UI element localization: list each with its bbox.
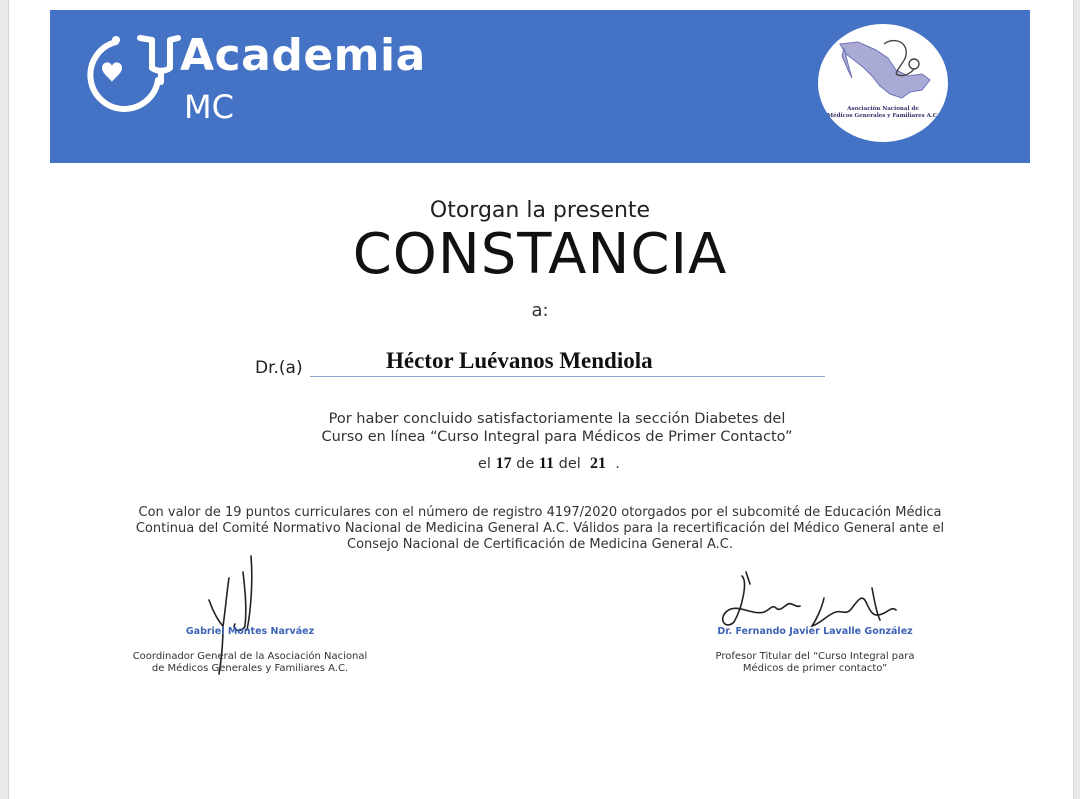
date-year: 21 — [590, 455, 607, 472]
to-label: a: — [531, 300, 549, 321]
seal-text: Asociación Nacional de Médicos Generales y Familiares A.C. — [826, 106, 940, 119]
left-signatory — [105, 626, 395, 675]
honorific-label: Dr.(a) — [255, 358, 303, 378]
logo-title: Academia — [180, 30, 426, 81]
left-signatory-role: Coordinador General de la Asociación Nacional de Médicos Generales y Familiares A.C. — [132, 651, 368, 674]
association-seal — [818, 24, 948, 142]
mexico-map-seal-icon — [818, 24, 948, 142]
completion-date: el 17 de 11 del 21 . — [478, 455, 620, 472]
logo-subtitle: MC — [184, 88, 234, 126]
right-signatory — [690, 626, 940, 675]
date-month: 11 — [538, 455, 555, 472]
left-signatory-name: Gabriel Montes Narváez — [185, 626, 315, 637]
stethoscope-heart-icon — [78, 28, 188, 118]
credits-statement: Con valor de 19 puntos curriculares con el número de registro 4197/2020 otorgados por el subcomité de Educación Médica Continua del Comité Normativo Nacional de Medicina General A.C. Válidos para la recertificación del Médico General ante el Consejo Nacional de Certificación de Medicina General A.C. — [135, 505, 945, 552]
right-signatory-role: Profesor Titular del “Curso Integral para Médicos de primer contacto” — [715, 651, 915, 674]
right-signatory-name: Dr. Fernando Javier Lavalle González — [717, 626, 913, 637]
date-day: 17 — [495, 455, 512, 472]
recipient-name: Héctor Luévanos Mendiola — [386, 348, 653, 373]
certificate-title: CONSTANCIA — [352, 222, 728, 287]
certificate-intro: Otorgan la presente — [429, 198, 651, 223]
completion-statement: Por haber concluido satisfactoriamente la sección Diabetes del Curso en línea “Curso Integral para Médicos de Primer Contacto” — [321, 411, 793, 445]
name-underline — [310, 376, 825, 377]
